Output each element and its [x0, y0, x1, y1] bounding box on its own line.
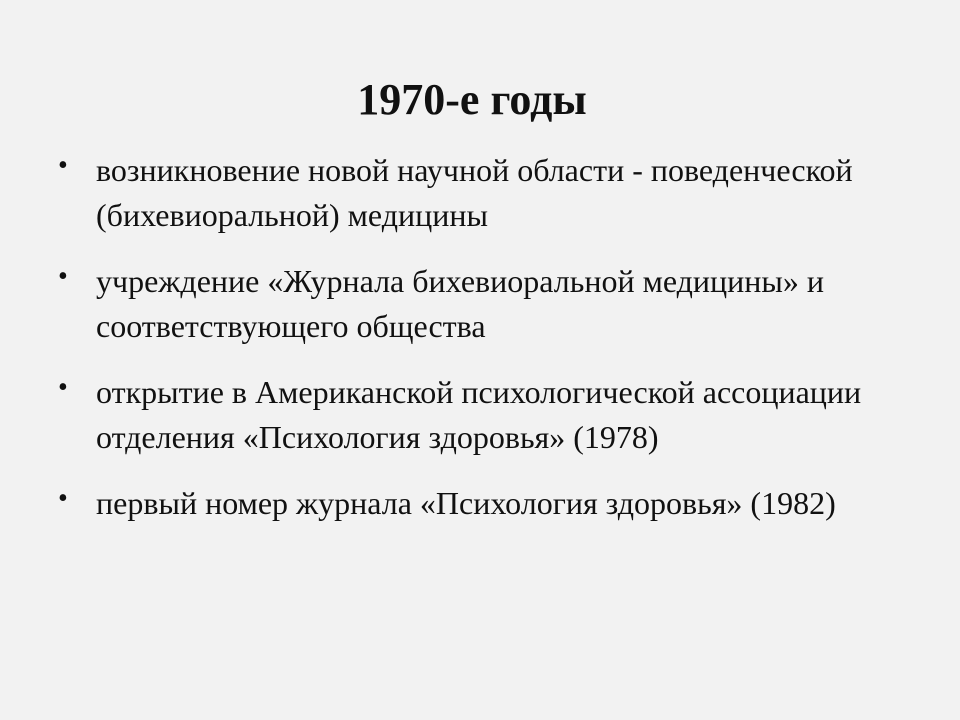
bullet-text: возникновение новой научной области - поведенческой (бихевиоральной) медицины	[96, 152, 853, 233]
bullet-item	[58, 370, 918, 460]
bullet-list	[58, 148, 918, 547]
bullet-text: первый номер журнала «Психология здоровья» (1982)	[96, 485, 836, 521]
bullet-icon: •	[58, 372, 68, 403]
bullet-icon: •	[58, 483, 68, 514]
bullet-item	[58, 148, 918, 238]
bullet-text: учреждение «Журнала бихевиоральной медицины» и соответствующего общества	[96, 263, 825, 344]
bullet-icon: •	[58, 261, 68, 292]
bullet-item	[58, 481, 918, 526]
bullet-item	[58, 259, 918, 349]
bullet-text: открытие в Американской психологической ассоциации отделения «Психология здоровья» (1978)	[96, 374, 862, 455]
bullet-icon: •	[58, 150, 68, 181]
slide-title: 1970-е годы	[357, 75, 587, 124]
